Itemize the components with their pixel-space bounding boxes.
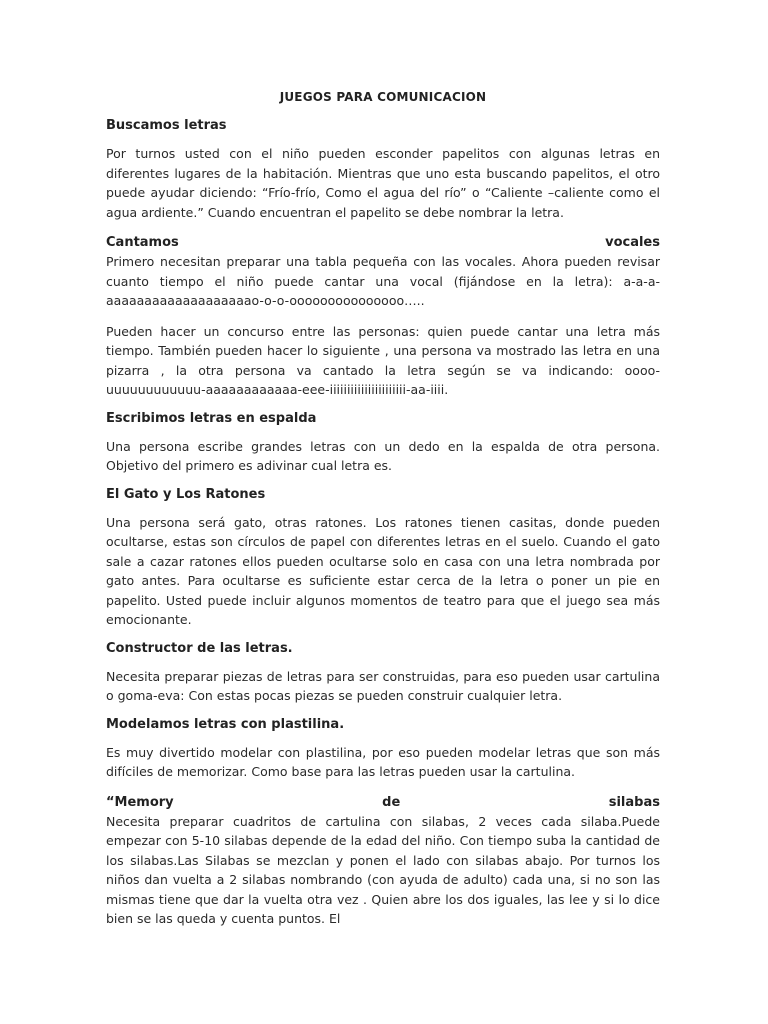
document-title: JUEGOS PARA COMUNICACION bbox=[279, 90, 487, 104]
paragraph-cantamos-2: Pueden hacer un concurso entre las personas: quien puede cantar una letra más tiempo. También pueden hacer lo siguiente , una persona va mostrado las letra en una pizarra , la otra persona va cantado la letra según se va indicando: oooo-uuuuuuuuuuuu-aaaaaaaaaaaa-eee-iiiiiiiiiiiiiiiiiiiiii-aa-iiii. bbox=[106, 323, 660, 397]
heading-buscamos-letras: Buscamos letras bbox=[106, 118, 227, 133]
paragraph-memory-silabas: Necesita preparar cuadritos de cartulina con silabas, 2 veces cada silaba.Puede empezar con 5-10 silabas depende de la edad del niño. Con tiempo suba la cantidad de los silabas.Las Silabas se mezclan y ponen el lado con silabas abajo. Por turnos los niños dan vuelta a 2 silabas nombrando (con ayuda de adulto) cada una, si no son las mismas tiene que dar la vuelta otra vez . Quien abre los dos iguales, las lee y si lo dice bien se las queda y cuenta puntos. El bbox=[106, 813, 660, 926]
paragraph-constructor-letras: Necesita preparar piezas de letras para ser construidas, para eso pueden usar cartulina o goma-eva: Con estas pocas piezas se pueden construir cualquier letra. bbox=[106, 668, 660, 703]
heading-cantamos-rest: antamos bbox=[115, 235, 179, 250]
heading-cantamos-right: vocales bbox=[605, 235, 660, 250]
heading-cantamos-vocales bbox=[106, 233, 660, 252]
heading-cantamos-initial: C bbox=[106, 235, 116, 250]
heading-constructor-letras: Constructor de las letras. bbox=[106, 640, 293, 656]
heading-cantamos-left bbox=[106, 233, 179, 252]
heading-memory-right: silabas bbox=[608, 794, 660, 810]
heading-gato-ratones: El Gato y Los Ratones bbox=[106, 486, 266, 502]
heading-modelamos-plastilina: Modelamos letras con plastilina. bbox=[106, 716, 345, 732]
paragraph-gato-ratones: Una persona será gato, otras ratones. Los ratones tienen casitas, donde pueden ocultarse, estas son círculos de papel con diferentes letras en el suelo. Cuando el gato sale a cazar ratones ellos pueden ocultarse solo en casa con una letra nombrada por gato antes. Para ocultarse es suficiente estar cerca de la letra o poner un pie en papelito. Usted puede incluir algunos momentos de teatro para que el juego sea más emocionante. bbox=[106, 514, 660, 627]
paragraph-escribimos-espalda: Una persona escribe grandes letras con un dedo en la espalda de otra persona. Objetivo del primero es adivinar cual letra es. bbox=[106, 438, 660, 473]
heading-memory-mid: de bbox=[382, 794, 401, 810]
heading-memory-left: “Memory bbox=[106, 794, 174, 810]
paragraph-cantamos-1: Primero necesitan preparar una tabla pequeña con las vocales. Ahora pueden revisar cuanto tiempo el niño puede cantar una vocal (fijándose en la letra): a-a-a-aaaaaaaaaaaaaaaaaaao-o-o-ooooooooooooooo….. bbox=[106, 254, 660, 308]
heading-escribimos-espalda: Escribimos letras en espalda bbox=[106, 410, 317, 426]
paragraph-buscamos-letras: Por turnos usted con el niño pueden esconder papelitos con algunas letras en diferentes lugares de la habitación. Mientras que uno esta buscando papelitos, el otro puede ayudar diciendo: “Frío-frío, Como el agua del río” o “Caliente –caliente como el agua ardiente.” Cuando encuentran el papelito se debe nombrar la letra. bbox=[106, 146, 660, 220]
heading-memory-silabas bbox=[106, 793, 660, 812]
document-page bbox=[106, 90, 660, 940]
paragraph-modelamos-plastilina: Es muy divertido modelar con plastilina, por eso pueden modelar letras que son más difíciles de memorizar. Como base para las letras pueden usar la cartulina. bbox=[106, 744, 660, 779]
